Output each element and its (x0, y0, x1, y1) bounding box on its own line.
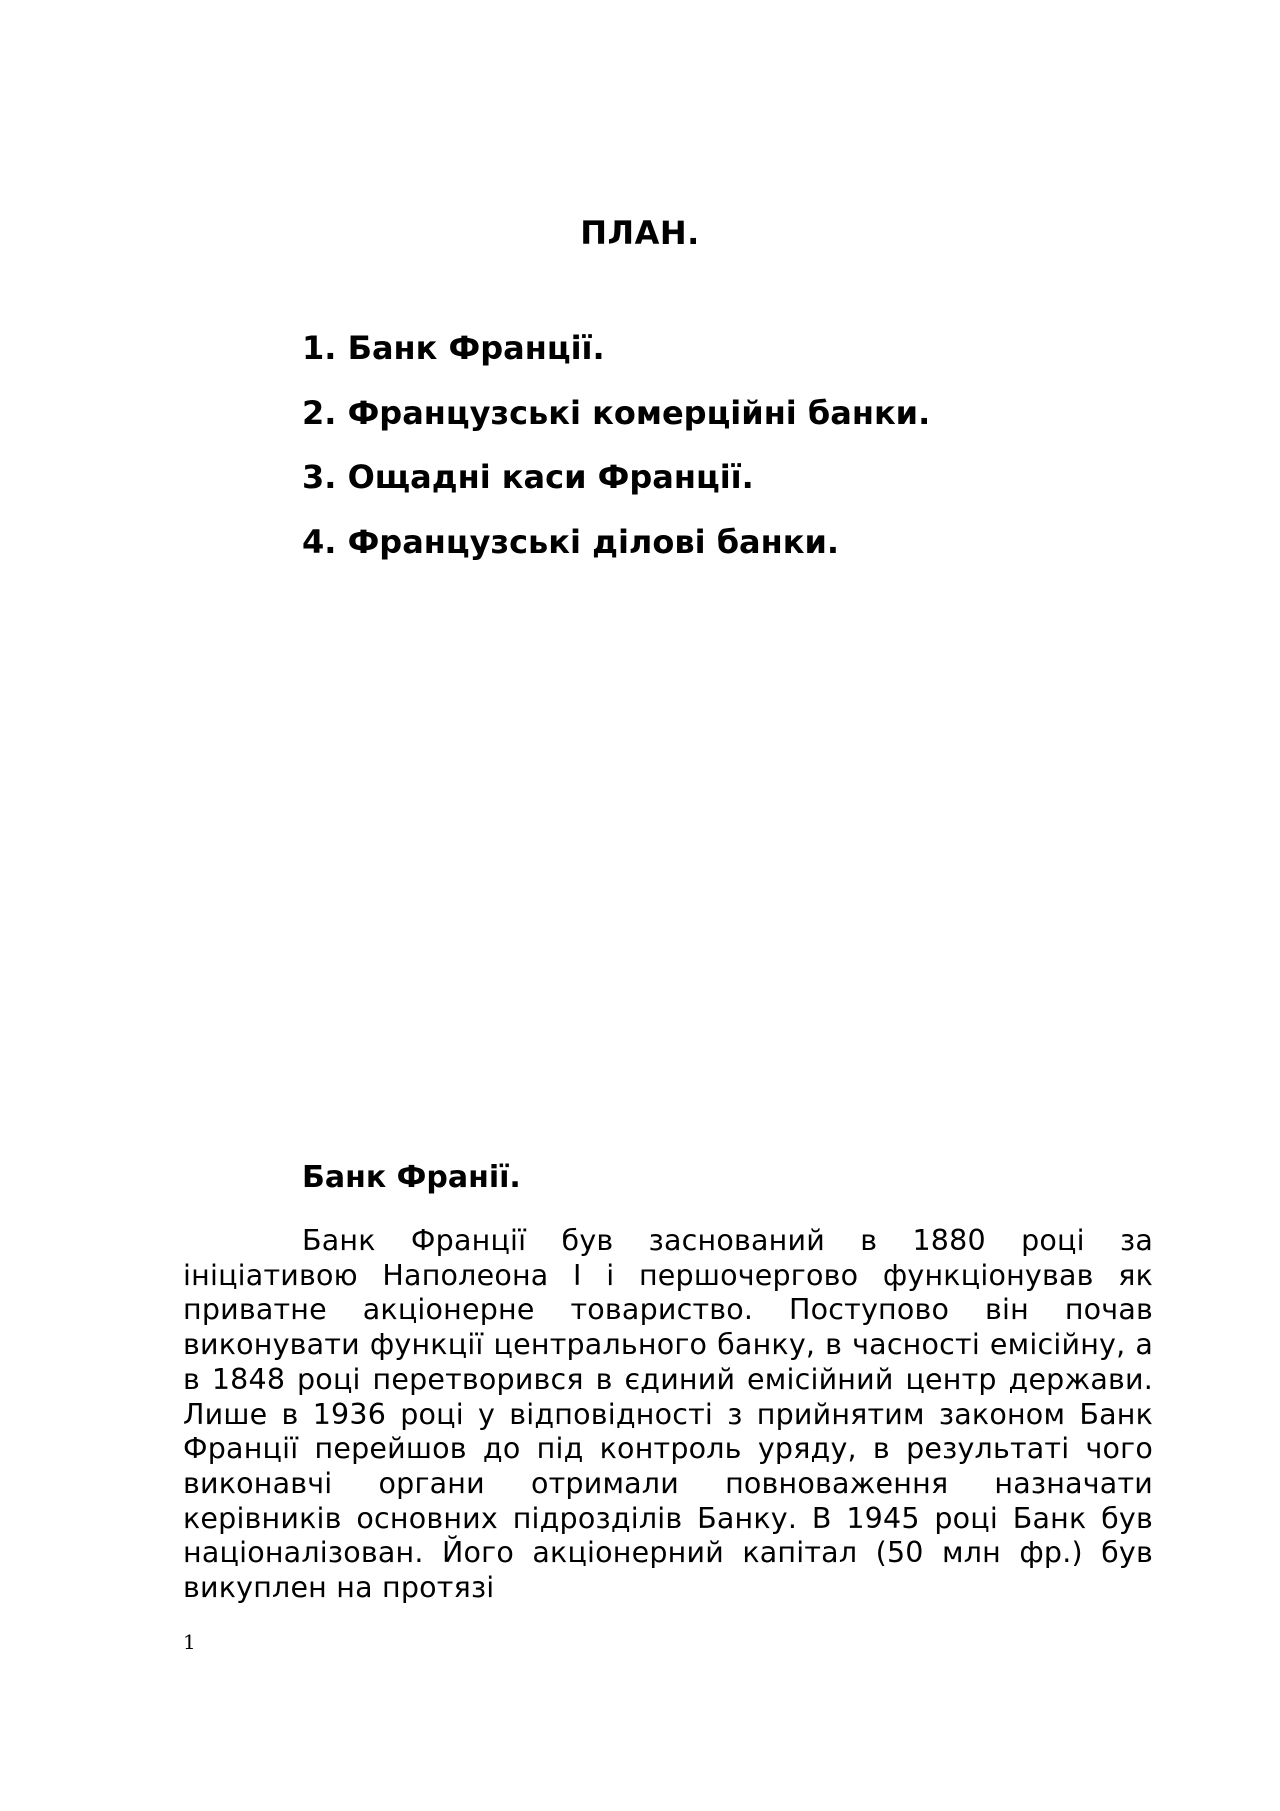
body-paragraph (183, 1224, 1153, 1606)
plan-item-1: 1. Банк Франції. (302, 329, 605, 367)
plan-item-3: 3. Ощадні каси Франції. (302, 458, 754, 496)
plan-item-4: 4. Французські ділові банки. (302, 522, 840, 561)
plan-item-2: 2. Французські комерційні банки. (302, 393, 931, 432)
section-heading: Банк Франії. (302, 1160, 521, 1195)
page-number: 1 (183, 1630, 196, 1654)
body-paragraph-text: Банк Франції був заснований в 1880 році за ініціативою Наполеона І і першочергово функціонував як приватне акціонерне товариство. Поступово він почав виконувати функції центрального банку, в часності емісійну, а в 1848 році перетворився в єдиний емісійний центр держави. Лише в 1936 році у відповідності з прийнятим законом Банк Франції перейшов до під контроль уряду, в результаті чого виконавчі органи отримали повноваження назначати керівників основних підрозділів Банку. В 1945 році Банк був націоналізован. Його акціонерний капітал (50 млн фр.) був викуплен на протязі (183, 1224, 1153, 1605)
page-title: ПЛАН. (580, 214, 700, 252)
plan-list (302, 325, 930, 583)
